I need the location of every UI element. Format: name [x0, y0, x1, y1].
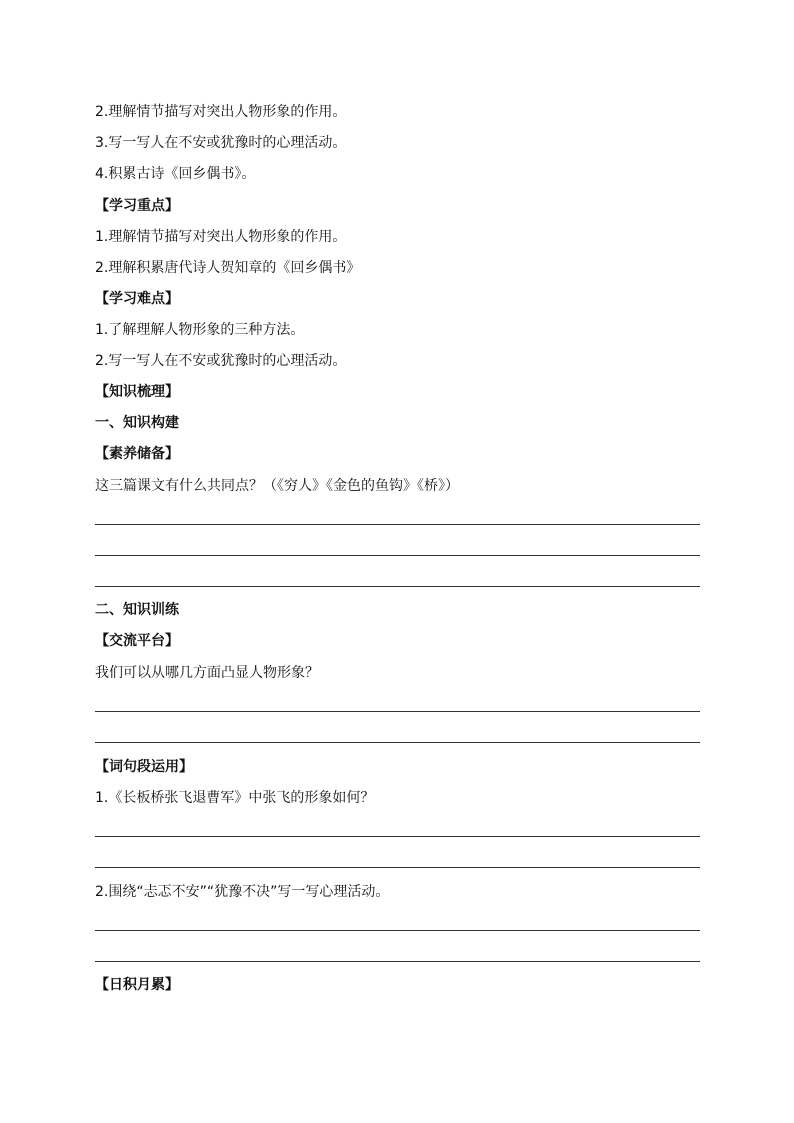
exchange-heading: 【交流平台】	[95, 633, 179, 649]
knowledge-review-heading: 【知识梳理】	[95, 384, 179, 400]
answer-line[interactable]	[95, 711, 700, 712]
answer-line[interactable]	[95, 930, 700, 931]
key-points-heading: 【学习重点】	[95, 198, 179, 214]
answer-line[interactable]	[95, 836, 700, 837]
usage-question-2: 2.围绕“忐忑不安”“犹豫不决”写一写心理活动。	[95, 884, 390, 900]
literacy-heading: 【素养储备】	[95, 446, 179, 462]
key-point-2: 2.理解积累唐代诗人贺知章的《回乡偶书》	[95, 260, 361, 276]
section-1-title: 一、知识构建	[95, 415, 179, 431]
objective-3: 3.写一写人在不安或犹豫时的心理活动。	[95, 135, 347, 151]
answer-line[interactable]	[95, 961, 700, 962]
difficulties-heading: 【学习难点】	[95, 291, 179, 307]
difficulty-1: 1.了解理解人物形象的三种方法。	[95, 322, 305, 338]
usage-question-1: 1.《长板桥张飞退曹军》中张飞的形象如何？	[95, 790, 375, 806]
objective-2: 2.理解情节描写对突出人物形象的作用。	[95, 104, 347, 120]
answer-line[interactable]	[95, 586, 700, 587]
accumulate-heading: 【日积月累】	[95, 977, 179, 993]
answer-line[interactable]	[95, 742, 700, 743]
difficulty-2: 2.写一写人在不安或犹豫时的心理活动。	[95, 353, 347, 369]
answer-line[interactable]	[95, 867, 700, 868]
section-2-title: 二、知识训练	[95, 602, 179, 618]
answer-line[interactable]	[95, 555, 700, 556]
key-point-1: 1.理解情节描写对突出人物形象的作用。	[95, 229, 347, 245]
usage-heading: 【词句段运用】	[95, 759, 193, 775]
literacy-question: 这三篇课文有什么共同点？（《穷人》《金色的鱼钩》《桥》）	[95, 478, 459, 494]
exchange-question: 我们可以从哪几方面凸显人物形象？	[95, 665, 319, 681]
objective-4: 4.积累古诗《回乡偶书》。	[95, 166, 256, 182]
answer-line[interactable]	[95, 524, 700, 525]
